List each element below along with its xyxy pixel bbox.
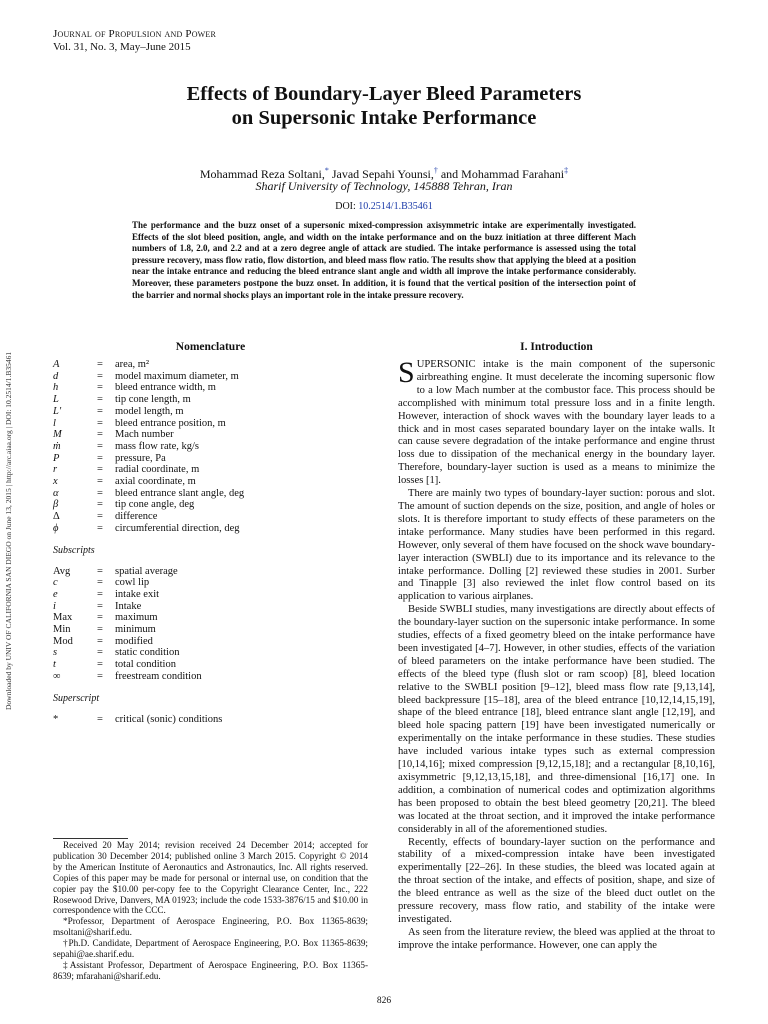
equals-sign: =: [97, 588, 103, 600]
nomenclature-symbol: Mod: [53, 635, 73, 647]
nomenclature-definition: spatial average: [115, 565, 178, 577]
author-sepahi-younsi: Javad Sepahi Younsi,: [328, 167, 434, 181]
nomenclature-definition: axial coordinate, m: [115, 476, 196, 488]
superscript-table: [53, 714, 222, 726]
equals-sign: =: [97, 522, 103, 534]
abstract: The performance and the buzz onset of a supersonic mixed-compression axisymmetric intake are experimentally investigated. Effects of the slot bleed position, angle, and width on the intake performance and on the buzz initiation at three different Mach numbers of 1.8, 2.0, and 2.2 and at a zero degree angle of attack are studied. The intake performance is assessed using the total pressure recovery, mass flow ratio, flow distortion, and bleed mass flow ratio. The results show that applying the bleed at a position near the intake entrance and reducing the bleed entrance slant angle and width all improve the intake performance considerably. Moreover, these parameters postpone the buzz onset. In addition, it is found that the vertical position of the intersection point of the barrier and normal shocks plays an important role in the intake pressure recovery.: [132, 220, 636, 300]
introduction-section: [398, 340, 715, 953]
nomenclature-definition: cowl lip: [115, 577, 150, 589]
nomenclature-row: [53, 659, 202, 671]
nomenclature-symbol: Δ: [53, 511, 60, 523]
subscripts-table: [53, 566, 202, 683]
nomenclature-row: [53, 647, 202, 659]
equals-sign: =: [97, 647, 103, 659]
nomenclature-row: [53, 566, 202, 578]
equals-sign: =: [97, 659, 103, 671]
nomenclature-table: [53, 359, 244, 535]
nomenclature-definition: Intake: [115, 600, 142, 612]
nomenclature-row: [53, 511, 244, 523]
nomenclature-row: [53, 624, 202, 636]
download-notice: Downloaded by UNIV OF CALIFORNIA SAN DIEGO on June 13, 2015 | http://arc.aiaa.org | DOI: 10.2514/1.B35461: [4, 351, 13, 710]
nomenclature-definition: pressure, Pa: [115, 452, 166, 464]
page-number: 826: [376, 996, 392, 1006]
subscripts-heading: Subscripts: [53, 544, 95, 556]
nomenclature-symbol: β: [53, 499, 59, 511]
nomenclature-definition: tip cone angle, deg: [115, 499, 195, 511]
nomenclature-row: [53, 394, 244, 406]
nomenclature-row: [53, 499, 244, 511]
equals-sign: =: [97, 464, 103, 476]
paragraph: As seen from the literature review, the bleed was applied at the throat to improve the intake performance. However, one can apply the: [398, 926, 715, 951]
nomenclature-row: [53, 488, 244, 500]
nomenclature-row: [53, 714, 222, 726]
nomenclature-definition: freestream condition: [115, 670, 202, 682]
nomenclature-symbol: P: [53, 452, 60, 464]
nomenclature-definition: total condition: [115, 659, 176, 671]
nomenclature-symbol: Avg: [53, 565, 71, 577]
nomenclature-symbol: *: [53, 713, 59, 725]
nomenclature-symbol: Min: [53, 624, 71, 636]
nomenclature-symbol: L′: [53, 405, 62, 417]
equals-sign: =: [97, 359, 103, 370]
equals-sign: =: [97, 600, 103, 612]
nomenclature-row: [53, 359, 244, 371]
nomenclature-definition: mass flow rate, kg/s: [115, 440, 199, 452]
nomenclature-row: [53, 371, 244, 383]
nomenclature-row: [53, 418, 244, 430]
nomenclature-definition: maximum: [115, 612, 158, 624]
nomenclature-row: [53, 612, 202, 624]
nomenclature-symbol: t: [53, 659, 56, 671]
equals-sign: =: [97, 713, 103, 725]
nomenclature-section: [53, 340, 368, 725]
nomenclature-symbol: A: [53, 359, 60, 370]
nomenclature-row: [53, 636, 202, 648]
nomenclature-row: [53, 464, 244, 476]
introduction-body: [398, 356, 715, 953]
nomenclature-definition: intake exit: [115, 588, 160, 600]
nomenclature-symbol: l: [53, 417, 56, 429]
footnote-received: Received 20 May 2014; revision received 24 December 2014; accepted for publication 30 December 2014; published online 3 March 2015. Copyright © 2014 by the American Institute of Aeronautics and Astronautics, Inc. All rights reserved. Copies of this paper may be made for personal or internal use, on condition that the copier pay the $10.00 per-copy fee to the Copyright Clearance Center, Inc., 222 Rosewood Drive, Danvers, MA 01923; include the code 1533-3876/15 and $10.00 in correspondence with the CCC.: [53, 840, 368, 916]
equals-sign: =: [97, 565, 103, 577]
nomenclature-symbol: d: [53, 370, 59, 382]
nomenclature-row: [53, 577, 202, 589]
equals-sign: =: [97, 476, 103, 488]
equals-sign: =: [97, 440, 103, 452]
author-farahani: and Mohammad Farahani: [437, 167, 565, 181]
equals-sign: =: [97, 577, 103, 589]
nomenclature-symbol: e: [53, 588, 58, 600]
equals-sign: =: [97, 670, 103, 682]
equals-sign: =: [97, 635, 103, 647]
nomenclature-definition: circumferential direction, deg: [115, 522, 240, 534]
nomenclature-definition: Mach number: [115, 429, 174, 441]
paragraph: There are mainly two types of boundary-layer suction: porous and slot. The amount of suction depends on the size, position, and angle of holes or slots. It is therefore important to study effects of these parameters on the intake performance. Many studies have been performed in this regard. However, only several of them have focused on the shock wave boundary-layer interaction (SWBLI) due to its importance and its relevance to the intake performance. Dolling [2] reviewed these studies in 2001. Surber and Tinapple [3] also reviewed the inlet flow control based on its application to various airplanes.: [398, 488, 715, 603]
nomenclature-definition: tip cone length, m: [115, 394, 191, 406]
nomenclature-symbol: ϕ: [53, 522, 59, 534]
nomenclature-row: [53, 589, 202, 601]
nomenclature-definition: area, m²: [115, 359, 150, 370]
nomenclature-symbol: Max: [53, 612, 73, 624]
introduction-heading: I. Introduction: [520, 341, 593, 353]
nomenclature-row: [53, 382, 244, 394]
nomenclature-symbol: x: [53, 476, 58, 488]
nomenclature-symbol: h: [53, 382, 59, 394]
nomenclature-row: [53, 601, 202, 613]
footnote-author-3: ‡Assistant Professor, Department of Aerospace Engineering, P.O. Box 11365-8639; mfarahani@sharif.edu.: [53, 959, 368, 981]
equals-sign: =: [97, 429, 103, 441]
nomenclature-symbol: α: [53, 487, 59, 499]
doi-link[interactable]: 10.2514/1.B35461: [358, 201, 433, 212]
equals-sign: =: [97, 511, 103, 523]
author-soltani: Mohammad Reza Soltani,: [199, 167, 325, 181]
nomenclature-row: [53, 476, 244, 488]
nomenclature-symbol: r: [53, 464, 58, 476]
equals-sign: =: [97, 499, 103, 511]
nomenclature-definition: bleed entrance width, m: [115, 382, 216, 394]
footnotes: [53, 840, 368, 982]
nomenclature-definition: model maximum diameter, m: [115, 370, 239, 382]
nomenclature-row: [53, 523, 244, 535]
nomenclature-row: [53, 406, 244, 418]
equals-sign: =: [97, 394, 103, 406]
nomenclature-row: [53, 453, 244, 465]
footnote-author-2: †Ph.D. Candidate, Department of Aerospace Engineering, P.O. Box 11365-8639; sepahi@ae.sharif.edu.: [53, 938, 368, 960]
paragraph: Beside SWBLI studies, many investigations are directly about effects of the boundary-layer suction on the supersonic intake performance. In some studies, effects of a fixed geometry bleed on the intake performance have been investigated [4–7]. However, in other studies, effects of the variation of bleed parameters on the intake performance have been studied. The effects of the bleed type (flush slot or ram scoop) [8], bleed location relative to the SWBLI position [9–12], bleed mass flow rate [9,13,14], bleed backpressure [15–18], area of the bleed entrance [10,12,14,15,19], shape of the bleed entrance [18], bleed entrance slant angle [12,19], and bleed hole spacing pattern [19] have been investigated numerically or experimentally on the intake performance in these studies. These studies have included various intake types such as external compression [10,14,16]; mixed compression [9,12,15,18]; and a rectangular [8,10,16], axisymmetric [9,12,13,15,18], and three-dimensional [16,17] one. In addition, a combination of numerical codes and optimization algorithms has been proposed to obtain the best bleed geometry [20,21]. The bleed was located at the throat section, and it improved the intake performance considerably in all of the aforementioned studies.: [398, 604, 715, 835]
journal-header: [53, 28, 216, 54]
author-mark-1[interactable]: *: [324, 166, 329, 175]
nomenclature-definition: model length, m: [115, 405, 184, 417]
nomenclature-definition: difference: [115, 511, 158, 523]
nomenclature-symbol: c: [53, 577, 58, 589]
equals-sign: =: [97, 624, 103, 636]
equals-sign: =: [97, 370, 103, 382]
author-mark-3[interactable]: ‡: [564, 166, 569, 175]
nomenclature-row: [53, 671, 202, 683]
nomenclature-definition: static condition: [115, 647, 180, 659]
journal-issue: Vol. 31, No. 3, May–June 2015: [53, 41, 191, 53]
drop-cap: S: [398, 356, 415, 389]
nomenclature-definition: radial coordinate, m: [115, 464, 200, 476]
nomenclature-symbol: M: [53, 429, 62, 441]
superscript-heading: Superscript: [53, 692, 100, 704]
nomenclature-definition: critical (sonic) conditions: [115, 713, 223, 725]
equals-sign: =: [97, 487, 103, 499]
nomenclature-symbol: s: [53, 647, 58, 659]
footnote-author-1: *Professor, Department of Aerospace Engineering, P.O. Box 11365-8639; msoltani@sharif.edu.: [53, 916, 368, 938]
equals-sign: =: [97, 452, 103, 464]
nomenclature-definition: bleed entrance position, m: [115, 417, 226, 429]
affiliation: Sharif University of Technology, 145888 Tehran, Iran: [255, 179, 513, 193]
footnote-rule: [53, 838, 128, 839]
equals-sign: =: [97, 382, 103, 394]
nomenclature-symbol: ∞: [53, 670, 61, 682]
paper-title: Effects of Boundary-Layer Bleed Parameters on Supersonic Intake Performance: [186, 83, 582, 129]
nomenclature-symbol: L: [53, 394, 59, 406]
author-mark-2[interactable]: †: [433, 166, 438, 175]
nomenclature-definition: bleed entrance slant angle, deg: [115, 487, 245, 499]
nomenclature-definition: modified: [115, 635, 153, 647]
equals-sign: =: [97, 417, 103, 429]
nomenclature-row: [53, 441, 244, 453]
paragraph: Recently, effects of boundary-layer suction on the performance and stability of a mixed-compression intake have been investigated experimentally [22–26]. In these studies, the bleed was located again at the throat section of the intake, and effects of position, shape, and size of the bleed entrance as well as the size of the bleed duct outlet on the pressure recovery, mass flow ratio, and stability of the intake were investigated.: [398, 836, 715, 925]
equals-sign: =: [97, 612, 103, 624]
nomenclature-symbol: i: [53, 600, 56, 612]
paragraph: SUPERSONIC intake is the main component of the supersonic airbreathing engine. It must decelerate the incoming supersonic flow to a low Mach number at the combustor face. This process should be accomplished with minimum total pressure loss and in a finite length. However, interaction of shock waves with the boundary layer leads to a thick and in most cases separated boundary layer on the intake walls. It can cause severe degradation of the intake performance and engine thrust loss due to dissipation of the mechanical energy in the boundary layer. Therefore, boundary-layer suction is used as a means to minimize the losses [1].: [398, 356, 715, 487]
nomenclature-definition: minimum: [115, 624, 156, 636]
nomenclature-heading: Nomenclature: [175, 341, 246, 353]
nomenclature-row: [53, 429, 244, 441]
equals-sign: =: [97, 405, 103, 417]
nomenclature-symbol: ṁ: [53, 440, 61, 452]
doi-line: DOI: 10.2514/1.B35461: [335, 201, 433, 212]
journal-name: Journal of Propulsion and Power: [53, 28, 217, 40]
